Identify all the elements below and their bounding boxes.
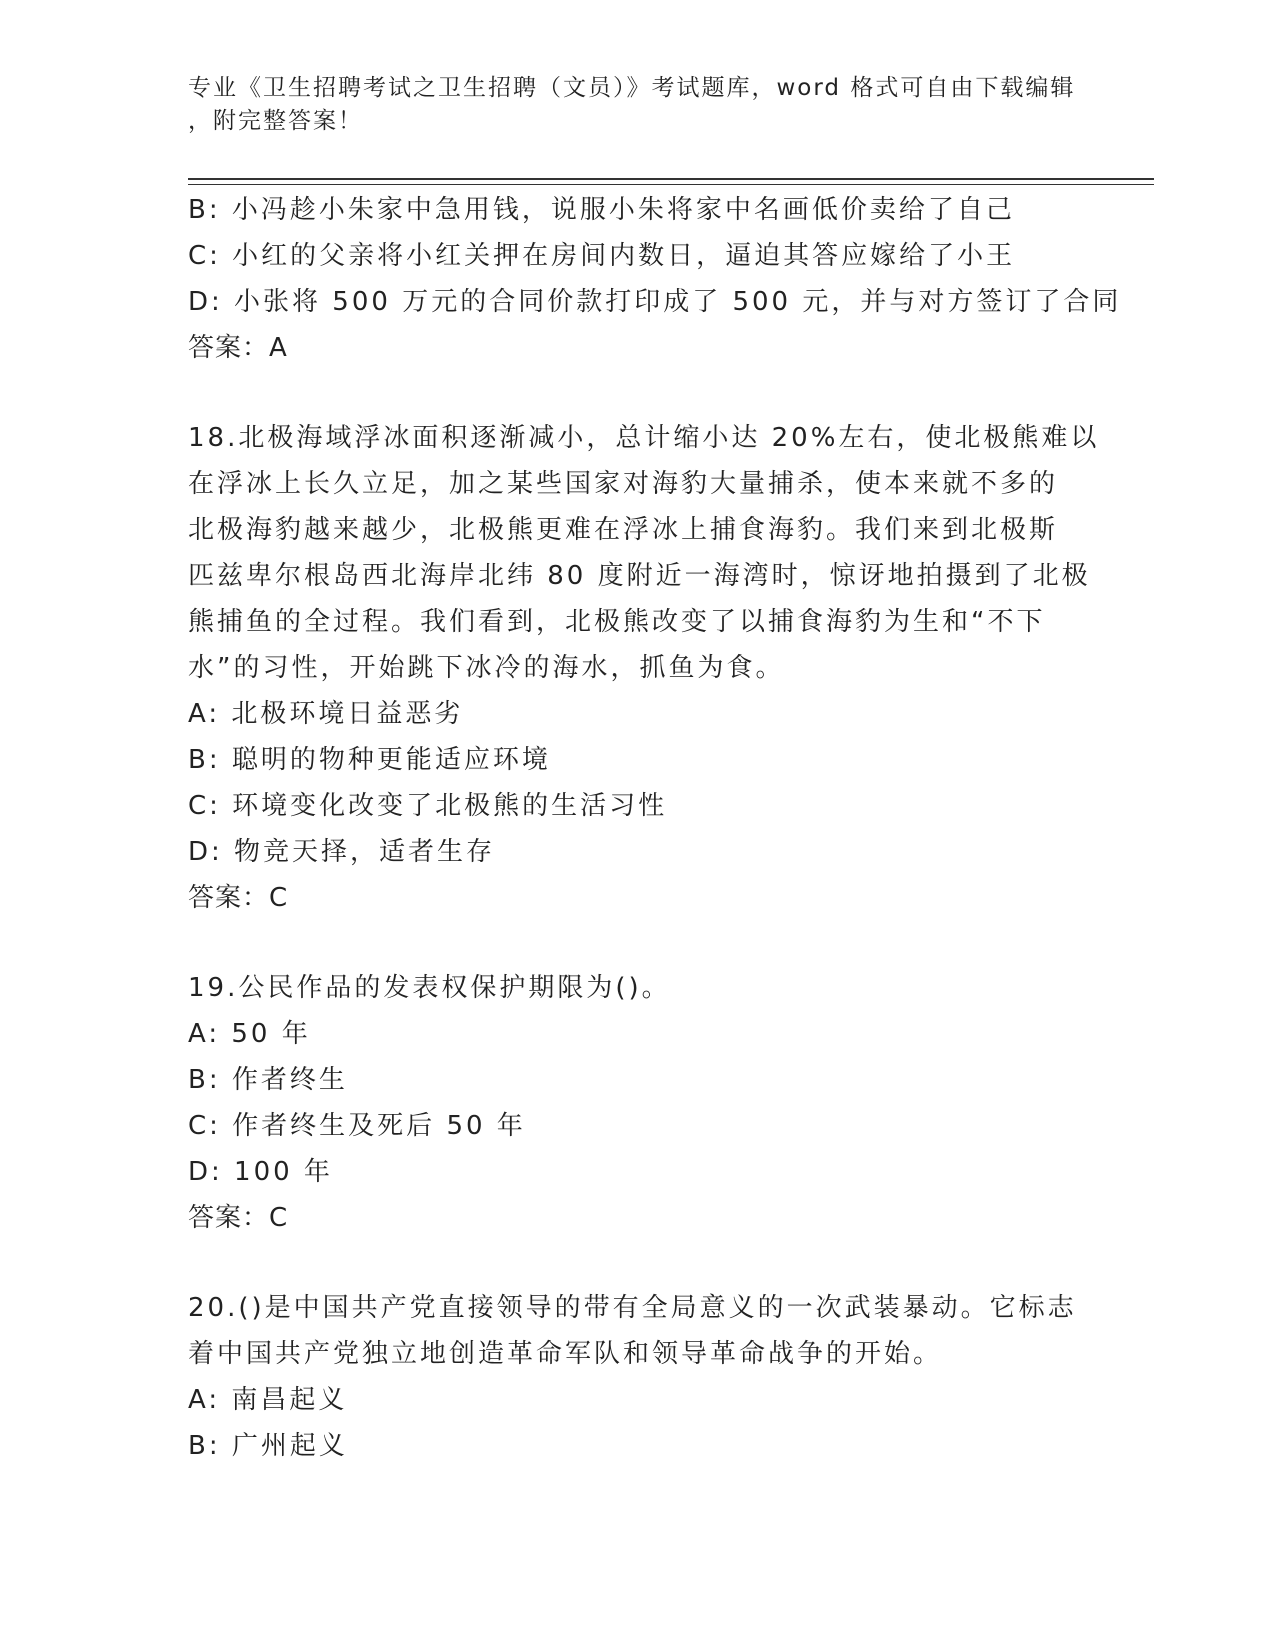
- q18-text-line: 在浮冰上长久立足，加之某些国家对海豹大量捕杀，使本来就不多的: [188, 469, 1059, 499]
- question-17: [188, 187, 1122, 371]
- q18-text-line: 18.北极海域浮冰面积逐渐减小，总计缩小达 20%左右，使北极熊难以: [188, 423, 1100, 453]
- question-20: [188, 1285, 1088, 1469]
- q17-answer: 答案：A: [188, 333, 288, 363]
- q19-answer: 答案：C: [188, 1203, 289, 1233]
- question-19: [188, 965, 1088, 1241]
- q17-option-d: D: 小张将 500 万元的合同价款打印成了 500 元，并与对方签订了合同: [188, 287, 1122, 317]
- q20-text-line: 着中国共产党独立地创造革命军队和领导革命战争的开始。: [188, 1339, 943, 1369]
- header-divider-thick: [188, 178, 1154, 180]
- q18-option-b: B: 聪明的物种更能适应环境: [188, 745, 551, 775]
- header-divider-thin: [188, 184, 1154, 185]
- header-title-line2: ，附完整答案！: [188, 108, 363, 134]
- q18-text-line: 熊捕鱼的全过程。我们看到，北极熊改变了以捕食海豹为生和“不下: [188, 607, 1046, 637]
- page-header: [188, 72, 1088, 138]
- q19-option-d: D: 100 年: [188, 1157, 333, 1187]
- q18-option-d: D: 物竞天择，适者生存: [188, 837, 496, 867]
- question-content: [188, 187, 1122, 1469]
- q19-option-a: A: 50 年: [188, 1019, 311, 1049]
- question-18: [188, 415, 1100, 921]
- q18-text-line: 匹兹卑尔根岛西北海岸北纬 80 度附近一海湾时，惊讶地拍摄到了北极: [188, 561, 1091, 591]
- header-title-line1: 专业《卫生招聘考试之卫生招聘（文员）》考试题库，word 格式可自由下载编辑: [188, 75, 1076, 101]
- q20-option-a: A: 南昌起义: [188, 1385, 348, 1415]
- q19-option-c: C: 作者终生及死后 50 年: [188, 1111, 526, 1141]
- q20-option-b: B: 广州起义: [188, 1431, 348, 1461]
- q18-answer: 答案：C: [188, 883, 289, 913]
- q20-text-line: 20.()是中国共产党直接领导的带有全局意义的一次武装暴动。它标志: [188, 1293, 1077, 1323]
- q18-text-line: 水”的习性，开始跳下冰冷的海水，抓鱼为食。: [188, 653, 785, 683]
- q17-option-b: B: 小冯趁小朱家中急用钱，说服小朱将家中名画低价卖给了自己: [188, 195, 1015, 225]
- q18-text-line: 北极海豹越来越少，北极熊更难在浮冰上捕食海豹。我们来到北极斯: [188, 515, 1059, 545]
- q17-option-c: C: 小红的父亲将小红关押在房间内数日，逼迫其答应嫁给了小王: [188, 241, 1016, 271]
- q18-option-c: C: 环境变化改变了北极熊的生活习性: [188, 791, 668, 821]
- q19-text: 19.公民作品的发表权保护期限为()。: [188, 973, 671, 1003]
- q18-option-a: A: 北极环境日益恶劣: [188, 699, 464, 729]
- q19-option-b: B: 作者终生: [188, 1065, 348, 1095]
